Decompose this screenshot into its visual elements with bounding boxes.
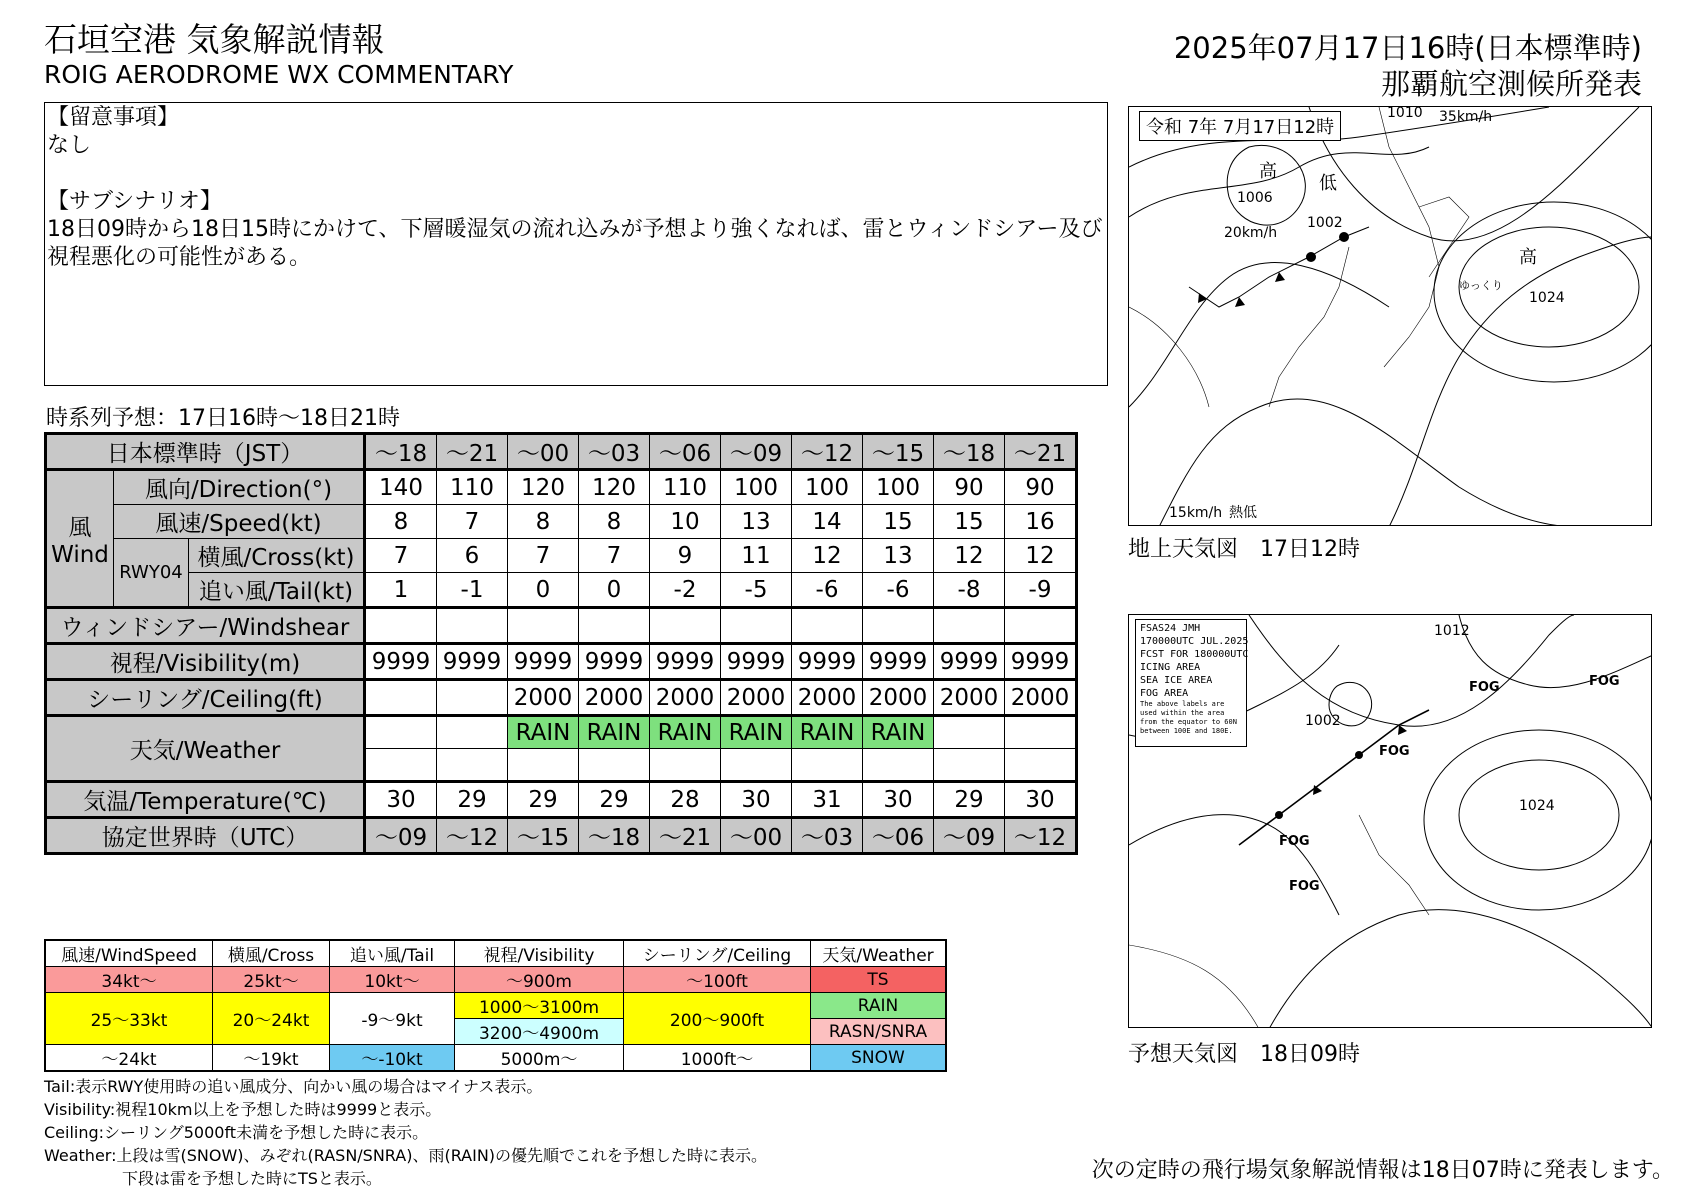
- cross-cell: 6: [437, 539, 508, 573]
- cross-row: [46, 539, 1077, 573]
- cross-cell: 11: [721, 539, 792, 573]
- utc-row: [46, 818, 1077, 854]
- legend-row-1: [45, 967, 946, 993]
- jst-cell: 〜18: [365, 434, 437, 470]
- ceiling-cell: 2000: [863, 680, 934, 716]
- legend-ceiling-mid: 200〜900ft: [624, 993, 811, 1045]
- direction-cell: 90: [1005, 470, 1077, 505]
- windshear-row: [46, 608, 1077, 644]
- jst-cell: 〜09: [721, 434, 792, 470]
- windshear-cell: [365, 608, 437, 644]
- direction-label: 風向/Direction(°): [114, 470, 365, 505]
- temperature-cell: 30: [721, 782, 792, 818]
- utc-cell: 〜21: [650, 818, 721, 854]
- weather-lower-cell: [508, 749, 579, 782]
- windshear-cell: [934, 608, 1005, 644]
- direction-cell: 120: [508, 470, 579, 505]
- legend-row-4: [45, 1045, 946, 1072]
- weather-lower-cell: [1005, 749, 1077, 782]
- jst-cell: 〜12: [792, 434, 863, 470]
- blank-line: [47, 160, 1105, 188]
- legend-speed-high: 34kt〜: [45, 967, 213, 993]
- weather-lower-cell: [792, 749, 863, 782]
- cross-cell: 13: [863, 539, 934, 573]
- wind-group-label: [46, 470, 114, 608]
- legend-row-2: [45, 993, 946, 1019]
- pressure-label: 1024: [1519, 798, 1555, 814]
- weather-label: 天気/Weather: [46, 716, 365, 782]
- tail-cell: -8: [934, 573, 1005, 608]
- chart-info-line: The above labels are used within the area from the equator to 60N between 100E and 180E.: [1140, 700, 1237, 735]
- tail-cell: -2: [650, 573, 721, 608]
- ceiling-cell: 2000: [1005, 680, 1077, 716]
- utc-cell: 〜06: [863, 818, 934, 854]
- pressure-label: 1006: [1237, 190, 1273, 206]
- visibility-label: 視程/Visibility(m): [46, 644, 365, 680]
- ceiling-cell: 2000: [934, 680, 1005, 716]
- speed-label: 15km/h: [1169, 505, 1223, 521]
- fog-label: FOG: [1379, 744, 1410, 759]
- direction-cell: 140: [365, 470, 437, 505]
- weather-lower-cell: [721, 749, 792, 782]
- speed-cell: 15: [934, 505, 1005, 539]
- legend-vis-low: 〜900m: [455, 967, 624, 993]
- speed-cell: 16: [1005, 505, 1077, 539]
- direction-cell: 110: [650, 470, 721, 505]
- legend-weather-snow: SNOW: [811, 1045, 947, 1072]
- direction-cell: 120: [579, 470, 650, 505]
- legend-table: [44, 939, 947, 1072]
- temperature-cell: 29: [579, 782, 650, 818]
- legend-ceiling-high: 1000ft〜: [624, 1045, 811, 1072]
- jst-cell: 〜00: [508, 434, 579, 470]
- temperature-label: 気温/Temperature(℃): [46, 782, 365, 818]
- speed-cell: 10: [650, 505, 721, 539]
- high-marker: 高: [1259, 161, 1277, 182]
- chart-info-box: [1135, 619, 1247, 747]
- legend-header: 天気/Weather: [811, 940, 947, 967]
- utc-cell: 〜18: [579, 818, 650, 854]
- cross-label: 横風/Cross(kt): [189, 539, 365, 573]
- legend-tail-low: 〜-10kt: [330, 1045, 455, 1072]
- visibility-cell: 9999: [1005, 644, 1077, 680]
- legend-speed-mid: 25〜33kt: [45, 993, 213, 1045]
- weather-upper-cell: RAIN: [863, 716, 934, 749]
- pressure-label: 1012: [1434, 623, 1470, 639]
- temperature-cell: 30: [1005, 782, 1077, 818]
- legend-vis-high: 5000m〜: [455, 1045, 624, 1072]
- chart-info-line: FOG AREA: [1140, 688, 1189, 699]
- speed-cell: 7: [437, 505, 508, 539]
- direction-cell: 90: [934, 470, 1005, 505]
- visibility-row: [46, 644, 1077, 680]
- cross-cell: 7: [579, 539, 650, 573]
- high-marker: 高: [1519, 247, 1537, 268]
- windshear-cell: [508, 608, 579, 644]
- chart-info-line: SEA ICE AREA: [1140, 675, 1213, 686]
- forecast-weather-map: [1128, 614, 1652, 1028]
- speed-cell: 8: [508, 505, 579, 539]
- direction-cell: 100: [792, 470, 863, 505]
- ceiling-cell: 2000: [792, 680, 863, 716]
- windshear-cell: [721, 608, 792, 644]
- tail-row: [46, 573, 1077, 608]
- timeseries-caption: 時系列予想：17日16時〜18日21時: [46, 406, 400, 431]
- ceiling-cell: 2000: [650, 680, 721, 716]
- cross-cell: 12: [792, 539, 863, 573]
- ceiling-cell: 2000: [579, 680, 650, 716]
- legend-header: 追い風/Tail: [330, 940, 455, 967]
- visibility-cell: 9999: [650, 644, 721, 680]
- footnote: Ceiling:シーリング5000ft未満を予想した時に表示。: [44, 1123, 429, 1142]
- ceiling-row: [46, 680, 1077, 716]
- weather-lower-cell: [437, 749, 508, 782]
- footnote: Visibility:視程10km以上を予想した時は9999と表示。: [44, 1100, 442, 1119]
- ceiling-cell: [437, 680, 508, 716]
- weather-upper-cell: [365, 716, 437, 749]
- weather-row-upper: [46, 716, 1077, 749]
- issuer: 那覇航空測候所発表: [1380, 67, 1642, 101]
- legend-tail-high: 10kt〜: [330, 967, 455, 993]
- rwy-label: RWY04: [114, 539, 189, 608]
- weather-lower-cell: [650, 749, 721, 782]
- ceiling-label: シーリング/Ceiling(ft): [46, 680, 365, 716]
- windshear-cell: [792, 608, 863, 644]
- ceiling-cell: [365, 680, 437, 716]
- tail-cell: -6: [863, 573, 934, 608]
- tropical-low-label: 熱低: [1229, 505, 1257, 521]
- speed-cell: 8: [365, 505, 437, 539]
- fog-label: FOG: [1279, 834, 1310, 849]
- legend-header: 視程/Visibility: [455, 940, 624, 967]
- page-title: 石垣空港 気象解説情報: [44, 20, 385, 59]
- issue-time: 2025年07月17日16時(日本標準時): [1173, 31, 1642, 65]
- visibility-cell: 9999: [579, 644, 650, 680]
- weather-lower-cell: [579, 749, 650, 782]
- legend-header: 横風/Cross: [213, 940, 330, 967]
- weather-lower-cell: [863, 749, 934, 782]
- legend-speed-low: 〜24kt: [45, 1045, 213, 1072]
- jst-label: 日本標準時（JST）: [46, 434, 365, 470]
- legend-tail-mid: -9〜9kt: [330, 993, 455, 1045]
- surface-weather-map: [1128, 106, 1652, 526]
- temperature-cell: 30: [863, 782, 934, 818]
- tail-cell: 1: [365, 573, 437, 608]
- weather-upper-cell: RAIN: [650, 716, 721, 749]
- legend-header-row: [45, 940, 946, 967]
- scenario-text: 18日09時から18日15時にかけて、下層暖湿気の流れ込みが予想より強くなれば、雷とウィンドシアー及び視程悪化の可能性がある。: [47, 217, 1103, 270]
- scenario-heading: 【サブシナリオ】: [47, 189, 222, 214]
- direction-row: [46, 470, 1077, 505]
- fog-label: FOG: [1589, 674, 1620, 689]
- chart-info-line: ICING AREA: [1140, 662, 1201, 673]
- weather-upper-cell: RAIN: [508, 716, 579, 749]
- tail-cell: -9: [1005, 573, 1077, 608]
- utc-label: 協定世界時（UTC）: [46, 818, 365, 854]
- legend-ceiling-low: 〜100ft: [624, 967, 811, 993]
- footnote: Weather:上段は雪(SNOW)、みぞれ(RASN/SNRA)、雨(RAIN)の優先順でこれを予想した時に表示。: [44, 1146, 768, 1165]
- speed-cell: 14: [792, 505, 863, 539]
- jst-row: [46, 434, 1077, 470]
- page-subtitle: ROIG AERODROME WX COMMENTARY: [44, 60, 514, 89]
- footnote: Tail:表示RWY使用時の追い風成分、向かい風の場合はマイナス表示。: [44, 1077, 543, 1096]
- weather-lower-cell: [934, 749, 1005, 782]
- direction-cell: 100: [721, 470, 792, 505]
- temperature-cell: 28: [650, 782, 721, 818]
- speed-cell: 15: [863, 505, 934, 539]
- visibility-cell: 9999: [508, 644, 579, 680]
- utc-cell: 〜12: [1005, 818, 1077, 854]
- temperature-cell: 29: [508, 782, 579, 818]
- jst-cell: 〜15: [863, 434, 934, 470]
- speed-label: 35km/h: [1439, 109, 1493, 125]
- map-timestamp: 令和 7年 7月17日12時: [1139, 111, 1341, 141]
- cross-cell: 7: [365, 539, 437, 573]
- cross-cell: 7: [508, 539, 579, 573]
- cross-cell: 12: [1005, 539, 1077, 573]
- fog-label: FOG: [1469, 680, 1500, 695]
- cross-cell: 9: [650, 539, 721, 573]
- notes-heading: 【留意事項】: [47, 105, 180, 130]
- speed-row: [46, 505, 1077, 539]
- forecast-map-caption: 予想天気図 18日09時: [1128, 1042, 1360, 1067]
- weather-lower-cell: [365, 749, 437, 782]
- tail-cell: 0: [508, 573, 579, 608]
- temperature-cell: 29: [934, 782, 1005, 818]
- legend-header: シーリング/Ceiling: [624, 940, 811, 967]
- visibility-cell: 9999: [863, 644, 934, 680]
- utc-cell: 〜03: [792, 818, 863, 854]
- windshear-cell: [437, 608, 508, 644]
- tail-cell: -5: [721, 573, 792, 608]
- jst-cell: 〜03: [579, 434, 650, 470]
- chart-info-line: FCST FOR 180000UTC: [1140, 649, 1249, 660]
- legend-cross-high: 25kt〜: [213, 967, 330, 993]
- windshear-label: ウィンドシアー/Windshear: [46, 608, 365, 644]
- speed-cell: 8: [579, 505, 650, 539]
- utc-cell: 〜12: [437, 818, 508, 854]
- surface-map-caption: 地上天気図 17日12時: [1128, 537, 1360, 562]
- ceiling-cell: 2000: [508, 680, 579, 716]
- wind-label-jp: 風: [68, 515, 92, 541]
- commentary-box: [44, 102, 1108, 386]
- visibility-cell: 9999: [365, 644, 437, 680]
- surface-map-drawing: [1129, 107, 1652, 526]
- utc-cell: 〜09: [365, 818, 437, 854]
- windshear-cell: [579, 608, 650, 644]
- pressure-label: 1024: [1529, 290, 1565, 306]
- fog-label: FOG: [1289, 879, 1320, 894]
- tail-label: 追い風/Tail(kt): [189, 573, 365, 608]
- direction-cell: 110: [437, 470, 508, 505]
- jst-cell: 〜21: [437, 434, 508, 470]
- weather-upper-cell: [1005, 716, 1077, 749]
- temperature-cell: 31: [792, 782, 863, 818]
- temperature-cell: 30: [365, 782, 437, 818]
- jst-cell: 〜06: [650, 434, 721, 470]
- jst-cell: 〜21: [1005, 434, 1077, 470]
- weather-upper-cell: [437, 716, 508, 749]
- pressure-label: 1002: [1307, 215, 1343, 231]
- ceiling-cell: 2000: [721, 680, 792, 716]
- pressure-label: 1002: [1305, 713, 1341, 729]
- tail-cell: 0: [579, 573, 650, 608]
- footnote: 下段は雷を予想した時にTSと表示。: [122, 1169, 382, 1188]
- tail-cell: -1: [437, 573, 508, 608]
- legend-header: 風速/WindSpeed: [45, 940, 213, 967]
- footnotes: [44, 1075, 767, 1190]
- tail-cell: -6: [792, 573, 863, 608]
- legend-vis-mid1: 1000〜3100m: [455, 993, 624, 1019]
- weather-upper-cell: [934, 716, 1005, 749]
- visibility-cell: 9999: [792, 644, 863, 680]
- cross-cell: 12: [934, 539, 1005, 573]
- visibility-cell: 9999: [934, 644, 1005, 680]
- utc-cell: 〜09: [934, 818, 1005, 854]
- weather-upper-cell: RAIN: [579, 716, 650, 749]
- low-marker: 低: [1319, 173, 1337, 194]
- pressure-label: 1010: [1387, 107, 1423, 121]
- visibility-cell: 9999: [721, 644, 792, 680]
- wind-label-en: Wind: [51, 542, 109, 568]
- speed-label: 風速/Speed(kt): [114, 505, 365, 539]
- timeseries-table: [44, 432, 1078, 855]
- weather-upper-cell: RAIN: [721, 716, 792, 749]
- chart-info-line: 170000UTC JUL.2025: [1140, 636, 1249, 647]
- legend-weather-rasn: RASN/SNRA: [811, 1019, 947, 1045]
- utc-cell: 〜15: [508, 818, 579, 854]
- legend-weather-rain: RAIN: [811, 993, 947, 1019]
- legend-vis-mid2: 3200〜4900m: [455, 1019, 624, 1045]
- windshear-cell: [863, 608, 934, 644]
- legend-cross-low: 〜19kt: [213, 1045, 330, 1072]
- next-issue-note: 次の定時の飛行場気象解説情報は18日07時に発表します。: [1091, 1158, 1674, 1183]
- chart-info-line: FSAS24 JMH: [1140, 623, 1201, 634]
- direction-cell: 100: [863, 470, 934, 505]
- windshear-cell: [650, 608, 721, 644]
- visibility-cell: 9999: [437, 644, 508, 680]
- temperature-cell: 29: [437, 782, 508, 818]
- utc-cell: 〜00: [721, 818, 792, 854]
- jst-cell: 〜18: [934, 434, 1005, 470]
- notes-text: なし: [47, 133, 92, 158]
- speed-label: 20km/h: [1224, 225, 1278, 241]
- speed-cell: 13: [721, 505, 792, 539]
- temperature-row: [46, 782, 1077, 818]
- weather-upper-cell: RAIN: [792, 716, 863, 749]
- windshear-cell: [1005, 608, 1077, 644]
- legend-weather-ts: TS: [811, 967, 947, 993]
- legend-cross-mid: 20〜24kt: [213, 993, 330, 1045]
- slow-label: ゆっくり: [1459, 279, 1503, 292]
